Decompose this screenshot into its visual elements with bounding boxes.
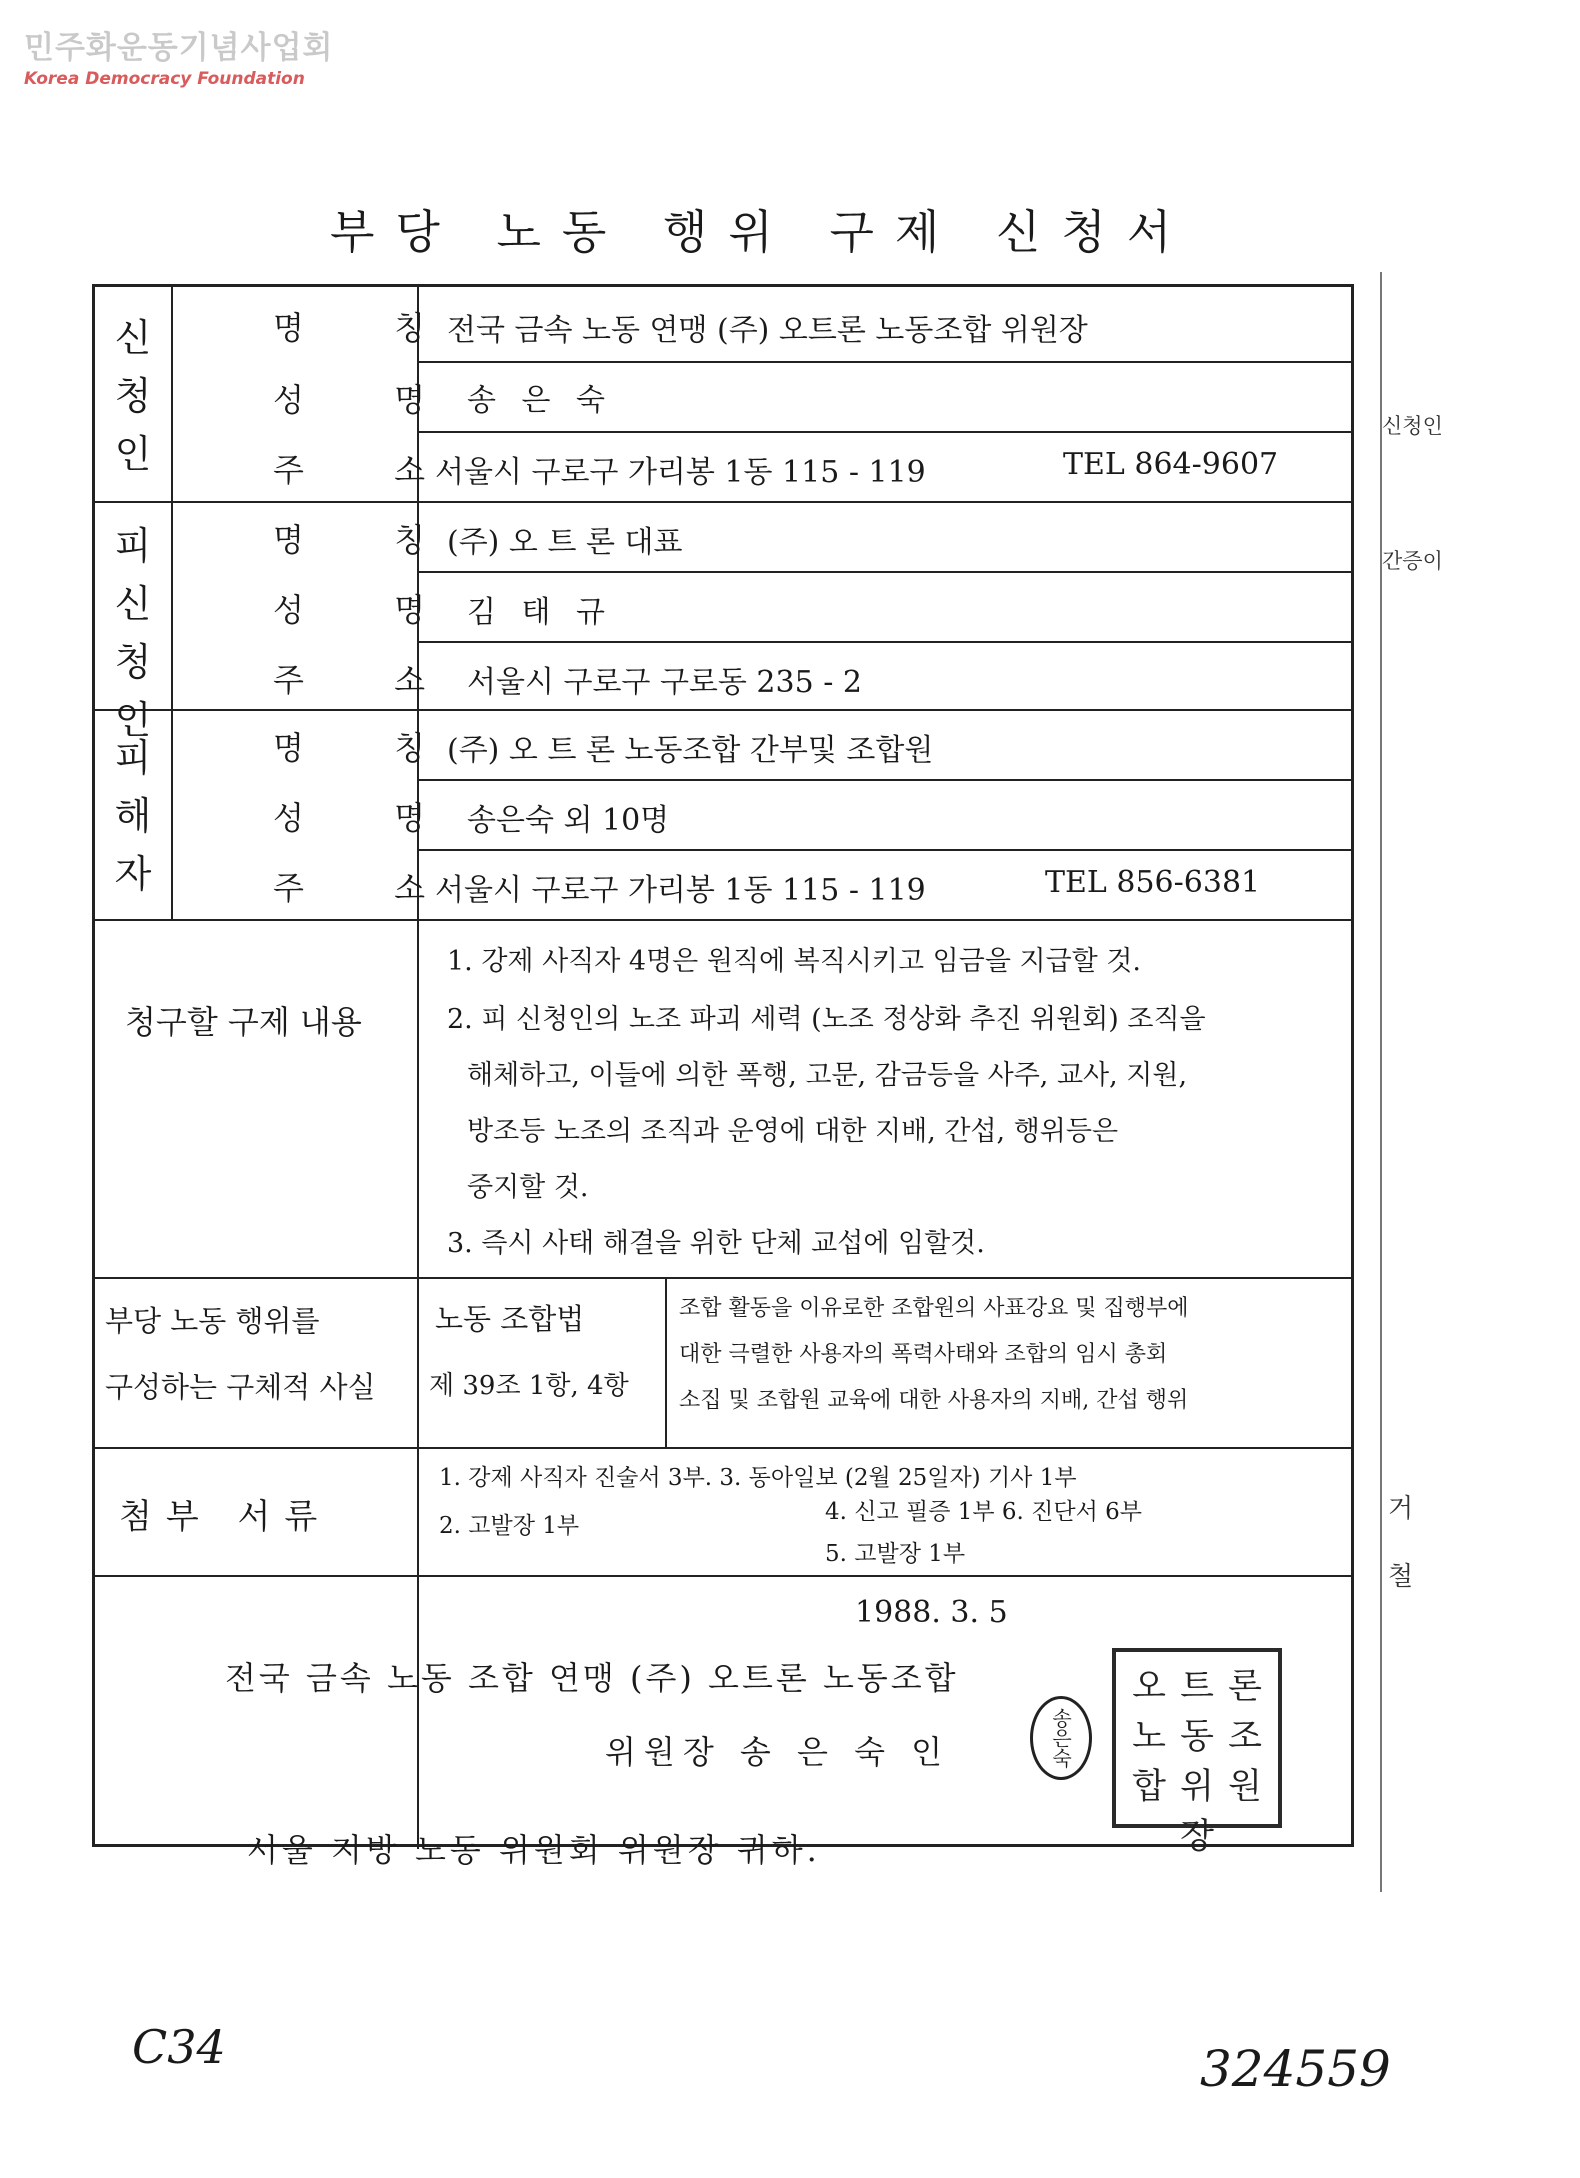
category-victim-text: 피해자 bbox=[114, 736, 152, 896]
unfair-label-1: 부당 노동 행위를 bbox=[105, 1304, 320, 1338]
law-line-2: 제 39조 1항, 4항 bbox=[429, 1371, 629, 1401]
applicant-address-label: 주 소 bbox=[273, 451, 465, 489]
application-form bbox=[92, 284, 1354, 1869]
divider-v-label bbox=[417, 919, 419, 1849]
category-victim bbox=[103, 729, 163, 903]
stamp-char: 론 bbox=[1228, 1667, 1262, 1707]
personal-seal bbox=[1030, 1696, 1092, 1780]
attachments-label: 첨부 서류 bbox=[119, 1497, 332, 1537]
respondent-address-label: 주 소 bbox=[273, 661, 465, 699]
unfair-label-2: 구성하는 구체적 사실 bbox=[105, 1370, 376, 1404]
respondent-address: 서울시 구로구 구로동 235 - 2 bbox=[467, 665, 862, 700]
stamp-char: 노 bbox=[1132, 1717, 1166, 1757]
divider-v-law bbox=[665, 1277, 667, 1447]
victim-address: 서울시 구로구 가리봉 1동 115 - 119 bbox=[435, 873, 926, 908]
victim-tel: TEL 856-6381 bbox=[1045, 865, 1261, 900]
divider-h bbox=[417, 431, 1353, 433]
victim-person: 송은숙 외 10명 bbox=[467, 803, 670, 838]
attachment-line-1: 1. 강제 사직자 진술서 3부. 3. 동아일보 (2월 25일자) 기사 1부 bbox=[439, 1465, 1077, 1491]
seal-text: 송은숙 bbox=[1048, 1708, 1073, 1768]
divider-h bbox=[417, 571, 1353, 573]
divider-h bbox=[417, 361, 1353, 363]
stamp-char: 위 bbox=[1180, 1767, 1214, 1807]
category-respondent bbox=[103, 517, 163, 749]
footer-left-code: C34 bbox=[132, 2020, 226, 2074]
relief-label: 청구할 구제 내용 bbox=[125, 1003, 362, 1041]
divider-h bbox=[417, 779, 1353, 781]
footer-right-code: 324559 bbox=[1200, 2040, 1391, 2098]
stamp-char: 장 bbox=[1180, 1817, 1214, 1857]
divider-h bbox=[95, 1575, 1353, 1577]
divider-h bbox=[95, 919, 1353, 921]
applicant-person: 송 은 숙 bbox=[467, 383, 614, 418]
closing-addressee: 서울 지방 노동 위원회 위원장 귀하. bbox=[247, 1831, 821, 1869]
applicant-tel: TEL 864-9607 bbox=[1063, 447, 1279, 482]
fact-line-2: 대한 극렬한 사용자의 폭력사태와 조합의 임시 총회 bbox=[679, 1342, 1168, 1367]
respondent-name-label: 명 칭 bbox=[273, 521, 465, 559]
watermark-english: Korea Democracy Foundation bbox=[24, 69, 305, 89]
applicant-name: 전국 금속 노동 연맹 (주) 오트론 노동조합 위원장 bbox=[447, 313, 1088, 348]
document-title: 부당 노동 행위 구제 신청서 bbox=[330, 205, 1193, 259]
closing-signer: 위원장 송 은 숙 인 bbox=[605, 1733, 951, 1771]
relief-line-2: 2. 피 신청인의 노조 파괴 세력 (노조 정상화 추진 위원회) 조직을 bbox=[447, 1004, 1206, 1035]
fact-line-1: 조합 활동을 이유로한 조합원의 사표강요 및 집행부에 bbox=[679, 1296, 1189, 1321]
stamp-char: 원 bbox=[1228, 1767, 1262, 1807]
fact-line-3: 소집 및 조합원 교육에 대한 사용자의 지배, 간섭 행위 bbox=[679, 1388, 1189, 1413]
attachment-line-3: 5. 고발장 1부 bbox=[825, 1541, 966, 1567]
category-applicant-text: 신청인 bbox=[114, 316, 152, 476]
respondent-person: 김 태 규 bbox=[467, 595, 614, 630]
divider-h bbox=[417, 641, 1353, 643]
applicant-name-label: 명 칭 bbox=[273, 309, 465, 347]
divider-v-category bbox=[171, 287, 173, 919]
relief-line-1: 1. 강제 사직자 4명은 원직에 복직시키고 임금을 지급할 것. bbox=[447, 946, 1141, 977]
relief-line-5: 중지할 것. bbox=[467, 1172, 589, 1203]
divider-h bbox=[417, 849, 1353, 851]
relief-line-3: 해체하고, 이들에 의한 폭행, 고문, 감금등을 사주, 교사, 지원, bbox=[467, 1060, 1188, 1091]
union-stamp bbox=[1112, 1648, 1282, 1857]
margin-note-4: 철 bbox=[1388, 1562, 1414, 1592]
victim-name-label: 명 칭 bbox=[273, 729, 465, 767]
attachment-line-2b: 4. 신고 필증 1부 6. 진단서 6부 bbox=[825, 1499, 1142, 1525]
watermark bbox=[24, 22, 333, 89]
stamp-char: 동 bbox=[1180, 1717, 1214, 1757]
attachment-line-2: 2. 고발장 1부 bbox=[439, 1513, 580, 1539]
stamp-char: 조 bbox=[1228, 1717, 1262, 1757]
law-line-1: 노동 조합법 bbox=[435, 1302, 585, 1336]
category-applicant bbox=[103, 309, 163, 483]
divider-h bbox=[95, 709, 1353, 711]
divider-h bbox=[95, 501, 1353, 503]
applicant-address: 서울시 구로구 가리봉 1동 115 - 119 bbox=[435, 455, 926, 490]
divider-h bbox=[95, 1277, 1353, 1279]
closing-date: 1988. 3. 5 bbox=[855, 1595, 1008, 1630]
stamp-char: 오 bbox=[1132, 1667, 1166, 1707]
divider-h bbox=[95, 1447, 1353, 1449]
victim-person-label: 성 명 bbox=[273, 799, 465, 837]
relief-line-4: 방조등 노조의 조직과 운영에 대한 지배, 간섭, 행위등은 bbox=[467, 1116, 1119, 1147]
margin-note-2: 간증이 bbox=[1382, 549, 1443, 573]
margin-note-3: 거 bbox=[1388, 1494, 1414, 1524]
applicant-person-label: 성 명 bbox=[273, 381, 465, 419]
margin-note-1: 신청인 bbox=[1382, 414, 1443, 438]
category-respondent-text: 피신청인 bbox=[114, 524, 152, 742]
stamp-char: 합 bbox=[1132, 1767, 1166, 1807]
stamp-char: 트 bbox=[1180, 1667, 1214, 1707]
respondent-person-label: 성 명 bbox=[273, 591, 465, 629]
margin-line bbox=[1380, 272, 1382, 1892]
relief-line-6: 3. 즉시 사태 해결을 위한 단체 교섭에 임할것. bbox=[447, 1228, 985, 1259]
watermark-korean: 민주화운동기념사업회 bbox=[24, 30, 334, 66]
victim-name: (주) 오 트 론 노동조합 간부및 조합원 bbox=[447, 733, 934, 768]
victim-address-label: 주 소 bbox=[273, 869, 465, 907]
respondent-name: (주) 오 트 론 대표 bbox=[447, 525, 683, 560]
closing-org: 전국 금속 노동 조합 연맹 (주) 오트론 노동조합 bbox=[225, 1659, 959, 1697]
